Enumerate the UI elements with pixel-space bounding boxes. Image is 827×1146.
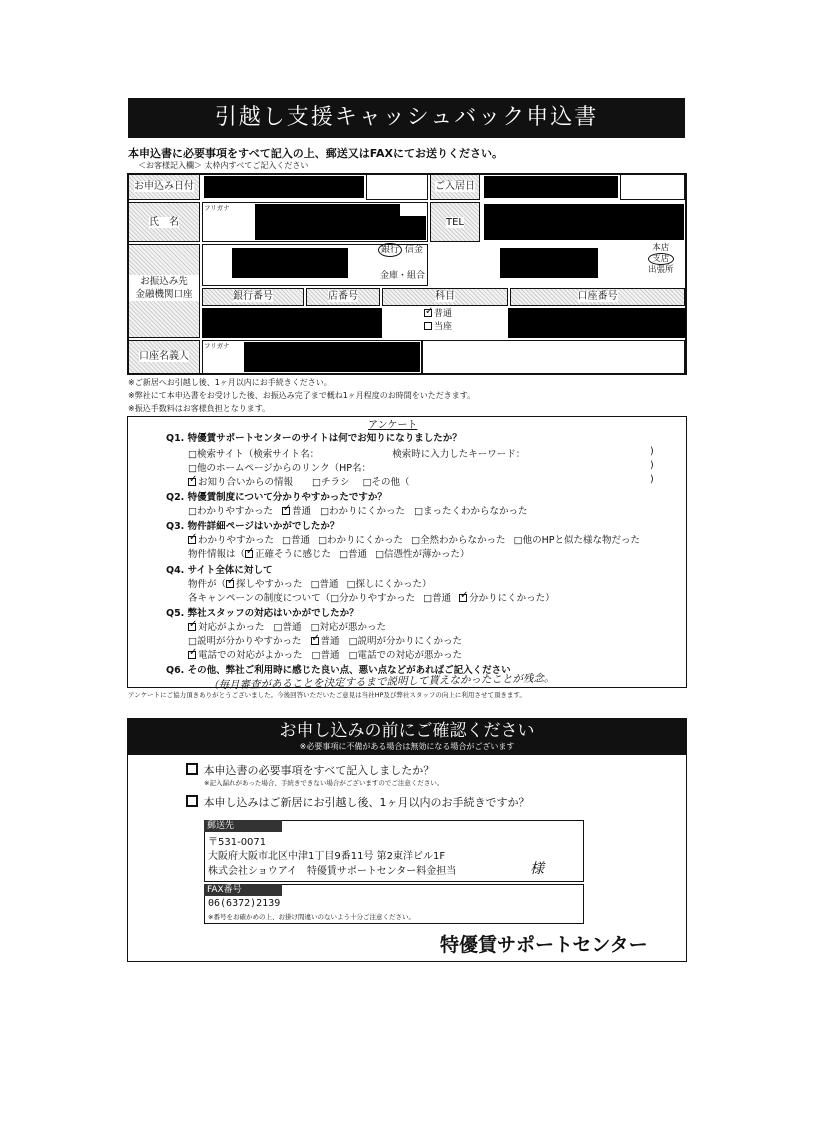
bank-label-cell [128,244,200,338]
col-bank-code [202,288,304,306]
q5-c-opt-1: 電話での対応がよかった [198,650,303,661]
fax-label-text: FAX番号 [207,885,242,895]
q2-opt-2: 普通 [292,506,312,517]
name-value-redacted-2 [400,216,426,240]
move-date-value-redacted [484,176,618,198]
name-label: 氏 名 [149,217,179,228]
checkbox-checked-icon [188,478,196,486]
bank-label: お振込み先 金融機関口座 [129,275,199,301]
bank-type-sub: 金庫・組合 [380,271,426,281]
q5-a-opt-1: 対応がよかった [198,622,265,633]
q5-text: Q5. 弊社スタッフの対応はいかがでしたか？ [166,608,359,619]
q5-b-opt-2: 普通 [320,636,340,647]
holder-label-cell [128,340,200,374]
q2-opt-1: □わかりやすかった [188,506,273,517]
col-branch-code-label: 店番号 [328,291,358,302]
bank-type-bank[interactable]: 銀行 [378,243,402,257]
survey-footnote: アンケートにご協力頂きありがとうございました。今後回答いただいたご意見は当社HP及び弊社スタッフの向上に利用させて頂きます。 [128,691,526,699]
instruction-text: 本申込書に必要事項をすべて記入の上、郵送又はFAXにてお送りください。 [128,147,504,160]
q2-options[interactable] [188,503,528,517]
q5-a-opt-2: □普通 [273,622,302,633]
q2-opt-3: □わかりにくかった [320,506,406,517]
checkbox-checked-icon [282,507,290,515]
q5-c-options[interactable] [188,647,462,661]
bank-code-redacted [202,308,382,338]
footer-brand: 特優賃サポートセンター [440,934,648,956]
q4-a-options[interactable] [188,576,432,590]
q4-b-opt-3: 分かりにくかった） [469,593,555,604]
mail-address: 大阪府大阪市北区中津1丁目9番11号 第2東洋ビル1F [208,851,446,862]
confirm-check-2-label: 本申し込みはご新居にお引越し後、1ヶ月以内のお手続きですか？ [203,796,530,809]
q1-opt-search[interactable] [188,446,525,460]
q3-opt-4: □全然わからなかった [411,535,506,546]
col-bank-code-label: 銀行番号 [233,291,273,302]
branch-name-redacted [500,248,598,278]
q3-options[interactable] [188,532,640,546]
q4-a-label: 物件が（ [188,579,227,590]
q1-opt-other: □その他（ [362,477,410,488]
tel-label: TEL [446,217,464,228]
col-account-number-label: 口座番号 [577,291,618,302]
q3-opt-3: □わかりにくかった [318,535,404,546]
q1-paren-3: ) [650,474,654,485]
note-1: ※ご新居へお引越し後、1ヶ月以内にお手続きください。 [128,378,332,387]
holder-value-redacted [244,342,420,372]
confirm-check-1-label: 本申込書の必要事項をすべて記入しましたか？ [203,764,435,777]
q1-paren-1: ) [650,446,654,457]
q1-opt-search-label: □検索サイト（検索サイト名： [188,449,320,460]
branch-type-branch[interactable]: 支店 [648,253,674,265]
q3-opt-5: □他のHPと似た様な物だった [513,535,640,546]
holder-extra-field[interactable] [422,340,685,374]
move-date-label-cell [430,174,480,200]
checkbox-checked-icon [188,536,196,544]
tel-label-cell [430,202,480,242]
q2-text: Q2. 特優賃制度について分かりやすかったですか？ [166,492,387,503]
col-account-type-label: 科目 [435,291,455,302]
page-title: 引越し支援キャッシュバック申込書 [214,105,599,130]
holder-furigana-label: フリガナ [204,342,230,350]
q1-paren-2: ) [650,460,654,471]
bank-type-shinkin[interactable]: 信金 [404,245,423,255]
apply-date-value-redacted [204,176,364,198]
account-type-current[interactable] [424,321,452,334]
q4-a-opt-2: □普通 [310,579,339,590]
q3-info-opt-3: □信憑性が薄かった） [375,549,470,560]
name-label-cell [128,202,200,242]
branch-type-main[interactable]: 本店 [652,243,670,253]
q5-c-opt-3: □電話での対応が悪かった [348,650,463,661]
checkbox-checked-icon [424,309,432,317]
apply-date-label-cell [128,174,200,200]
q1-opt-row3[interactable] [188,474,410,488]
apply-date-field[interactable] [366,174,428,200]
checkbox-checked-icon [311,637,319,645]
account-type-ordinary-label: 普通 [434,309,453,319]
bank-name-redacted [232,248,348,278]
apply-date-label: お申込み日付 [134,181,194,192]
title-banner [128,98,685,138]
bank-type-selector[interactable] [378,242,423,255]
q4-b-label: 各キャンペーンの制度について（□分かりやすかった [188,593,416,604]
mail-label-text: 郵送先 [207,821,235,831]
q4-a-opt-1: 探しやすかった [236,579,303,590]
q3-info-opt-2: □普通 [339,549,368,560]
q3-info-opt-1: 正確そうに感じた [255,549,332,560]
q6-answer[interactable]: （毎月審査があることを決定するまで説明して貰えなかったことが残念。 [207,672,555,692]
q4-text: Q4. サイト全体に対して [166,565,273,576]
confirm-check-2[interactable] [186,794,530,810]
q5-b-opt-3: □説明が分かりにくかった [348,636,463,647]
branch-type-selector[interactable] [648,243,674,275]
move-date-field[interactable] [620,174,685,200]
q5-a-options[interactable] [188,619,386,633]
note-3: ※振込手数料はお客様負担となります。 [128,404,271,413]
confirm-subtitle: ※必要事項に不備がある場合は無効になる場合がございます [299,742,515,751]
name-furigana-label: フリガナ [204,204,230,212]
fax-note: ※番号をお確かめの上、お掛け間違いのないよう十分ご注意ください。 [208,913,415,921]
q3-opt-2: □普通 [282,535,311,546]
fax-label [204,884,282,896]
checkbox-checked-icon [226,580,234,588]
confirm-check-1[interactable] [186,762,434,778]
q3-text: Q3. 物件詳細ページはいかがでしたか？ [166,521,340,532]
note-2: ※弊社にて本申込書をお受けした後、お振込み完了まで概ね1ヶ月程度のお時間をいただきます。 [128,391,476,400]
q5-b-options[interactable] [188,633,462,647]
mail-honorific: 様 [530,861,544,877]
confirm-check-1-note: ※記入漏れがあった場合、手続きできない場合がございますのでご注意ください。 [204,779,444,787]
checkbox-icon[interactable] [186,763,198,775]
checkbox-icon[interactable] [186,795,198,807]
checkbox-checked-icon [188,623,196,631]
q5-b-opt-1: □説明が分かりやすかった [188,636,302,647]
fax-number: 06(6372)2139 [208,898,281,909]
account-type-options[interactable] [424,308,452,334]
col-account-type [382,288,508,306]
mail-label [204,820,282,832]
survey-heading: アンケート [368,420,418,431]
q1-opt-acquaintance: お知り合いからの情報 [198,477,294,488]
q3-info-options[interactable] [188,546,470,560]
branch-type-office[interactable]: 出張所 [648,265,674,275]
q1-opt-flyer: □チラシ [312,477,350,488]
account-type-current-label: 当座 [434,322,453,332]
q3-opt-1: わかりやすかった [198,535,275,546]
name-value-redacted [255,204,400,240]
q4-b-opt-2: □普通 [423,593,452,604]
col-account-number [510,288,685,306]
tel-value-redacted [484,204,684,240]
mail-company: 株式会社ショウアイ 特優賃サポートセンター料金担当 [208,866,457,877]
q5-c-opt-2: □普通 [311,650,340,661]
checkbox-checked-icon [245,550,253,558]
move-date-label: ご入居日 [435,181,475,192]
q4-a-opt-3: □探しにくかった） [346,579,432,590]
q5-a-opt-3: □対応が悪かった [310,622,387,633]
q2-opt-4: □まったくわからなかった [414,506,528,517]
checkbox-checked-icon [188,651,196,659]
q1-opt-link[interactable]: □他のホームページからのリンク（HP名： [188,463,371,474]
q1-text: Q1. 特優賃サポートセンターのサイトは何でお知りになりましたか？ [166,433,462,444]
q1-opt-keyword-label: 検索時に入力したキーワード： [392,449,526,460]
confirm-banner [128,719,686,755]
q6-text: Q6. その他、弊社ご利用時に感じた良い点、悪い点などがあればご記入ください [166,665,511,676]
holder-label: 口座名義人 [139,351,189,362]
confirm-title: お申し込みの前にご確認ください [279,721,535,741]
account-type-ordinary[interactable] [424,308,452,321]
account-number-redacted [508,308,686,338]
q3-info-label: 物件情報は（ [188,549,246,560]
checkbox-icon [424,322,432,330]
section-label: ＜お客様記入欄＞ 太枠内すべてご記入ください [138,161,309,170]
q4-b-options[interactable] [188,590,555,604]
checkbox-checked-icon [459,594,467,602]
col-branch-code [306,288,380,306]
mail-postal: 〒531-0071 [208,837,267,848]
